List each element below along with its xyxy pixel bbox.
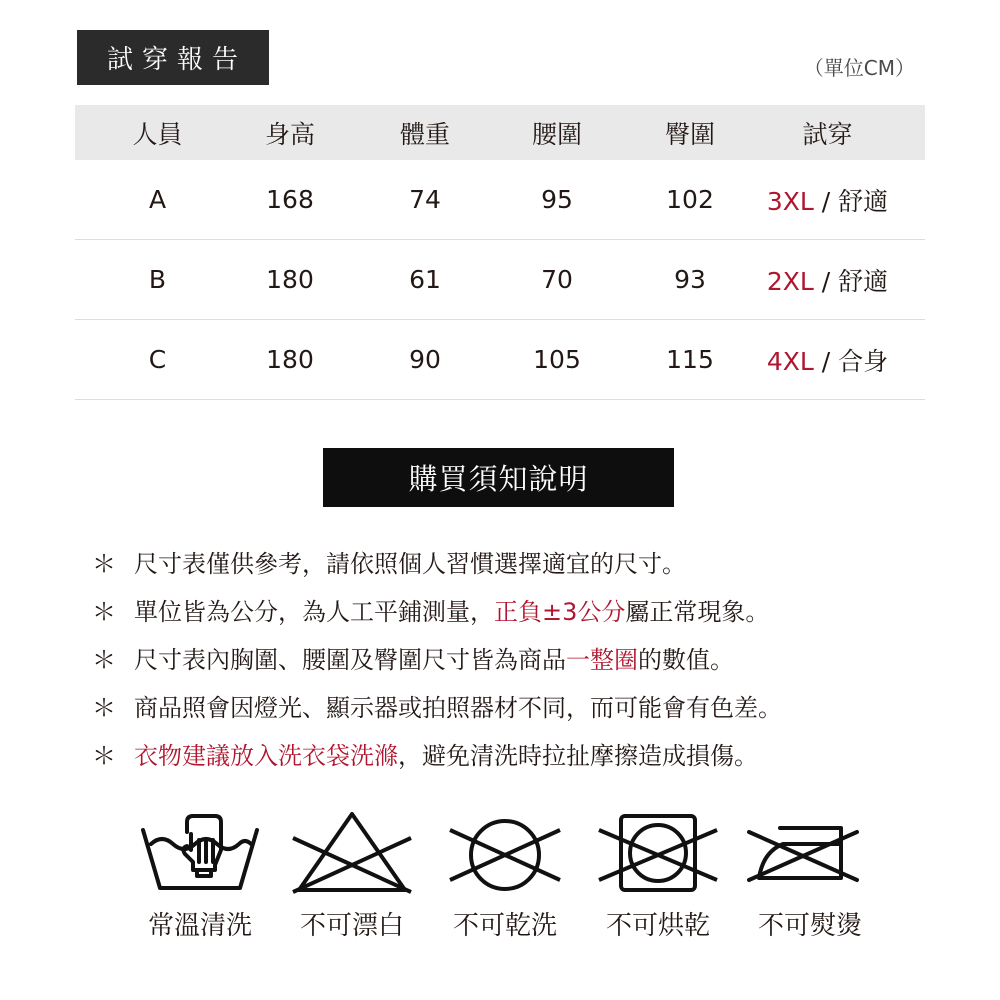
cell-person: B: [148, 265, 167, 294]
cell-person: A: [148, 185, 167, 214]
cell-weight: 74: [409, 185, 441, 214]
fit-separator: /: [813, 186, 839, 216]
cell-waist: 105: [533, 345, 581, 374]
note-text: 屬正常現象。: [625, 597, 770, 626]
table-row: [75, 320, 925, 400]
report-title: 試穿報告: [77, 30, 269, 85]
note-text: 單位皆為公分，為人工平鋪測量，: [134, 597, 494, 626]
care-label-no-iron: 不可熨燙: [757, 911, 862, 941]
bullet: ＊: [92, 597, 116, 626]
fitting-table: [75, 105, 925, 400]
table-row: [75, 160, 925, 240]
no-iron-icon: [745, 810, 875, 900]
care-labels: [135, 905, 875, 945]
no-tumble-dry-icon: [593, 810, 723, 900]
header-weight: 體重: [399, 119, 450, 149]
cell-person: C: [148, 345, 167, 374]
list-item: [92, 537, 952, 585]
note-text: 的數值。: [638, 645, 734, 674]
fit-result: 舒適: [838, 266, 889, 296]
note-text: 尺寸表內胸圍、腰圍及臀圍尺寸皆為商品: [134, 645, 566, 674]
cell-hip: 115: [666, 345, 714, 374]
header-person: 人員: [132, 119, 183, 149]
fit-result: 舒適: [838, 186, 889, 216]
fit-separator: /: [813, 266, 839, 296]
bullet: ＊: [92, 741, 116, 770]
note-text: 尺寸表僅供參考，請依照個人習慣選擇適宜的尺寸。: [134, 549, 686, 578]
note-highlight: 一整圈: [566, 645, 638, 674]
cell-height: 168: [266, 185, 314, 214]
cell-hip: 102: [666, 185, 714, 214]
list-item: [92, 633, 952, 681]
unit-label: （單位CM）: [803, 56, 915, 80]
notes-list: [92, 537, 952, 777]
fit-result: 合身: [838, 346, 889, 376]
care-label-no-dry-clean: 不可乾洗: [452, 911, 557, 941]
care-label-no-bleach: 不可漂白: [299, 911, 404, 941]
table-header: [75, 105, 925, 160]
cell-fit: [755, 262, 900, 298]
fit-size: 3XL: [766, 186, 814, 216]
table-row: [75, 240, 925, 320]
header-height: 身高: [264, 119, 315, 149]
bullet: ＊: [92, 693, 116, 722]
care-label-no-tumble-dry: 不可烘乾: [605, 911, 710, 941]
bullet: ＊: [92, 549, 116, 578]
cell-waist: 95: [541, 185, 573, 214]
list-item: [92, 585, 952, 633]
header-waist: 腰圍: [531, 119, 582, 149]
fit-size: 4XL: [766, 346, 814, 376]
cell-height: 180: [266, 345, 314, 374]
cell-weight: 61: [409, 265, 441, 294]
header-hip: 臀圍: [664, 119, 715, 149]
cell-fit: [755, 182, 900, 218]
note-text: ，避免清洗時拉扯摩擦造成損傷。: [398, 741, 758, 770]
cell-waist: 70: [541, 265, 573, 294]
note-highlight: 正負±3公分: [494, 597, 626, 626]
note-text: 商品照會因燈光、顯示器或拍照器材不同，而可能會有色差。: [134, 693, 782, 722]
list-item: [92, 729, 952, 777]
cell-weight: 90: [409, 345, 441, 374]
cell-fit: [755, 342, 900, 378]
section-title: 購買須知說明: [323, 448, 674, 507]
care-label-hand-wash: 常溫清洗: [147, 911, 252, 941]
no-dry-clean-icon: [440, 810, 570, 900]
cell-height: 180: [266, 265, 314, 294]
fit-size: 2XL: [766, 266, 814, 296]
header-fit: 試穿: [802, 119, 853, 149]
care-icons: [135, 810, 875, 900]
fit-separator: /: [813, 346, 839, 376]
hand-wash-icon: [135, 810, 265, 900]
bullet: ＊: [92, 645, 116, 674]
list-item: [92, 681, 952, 729]
note-highlight: 衣物建議放入洗衣袋洗滌: [134, 741, 398, 770]
no-bleach-icon: [287, 810, 417, 900]
cell-hip: 93: [674, 265, 706, 294]
